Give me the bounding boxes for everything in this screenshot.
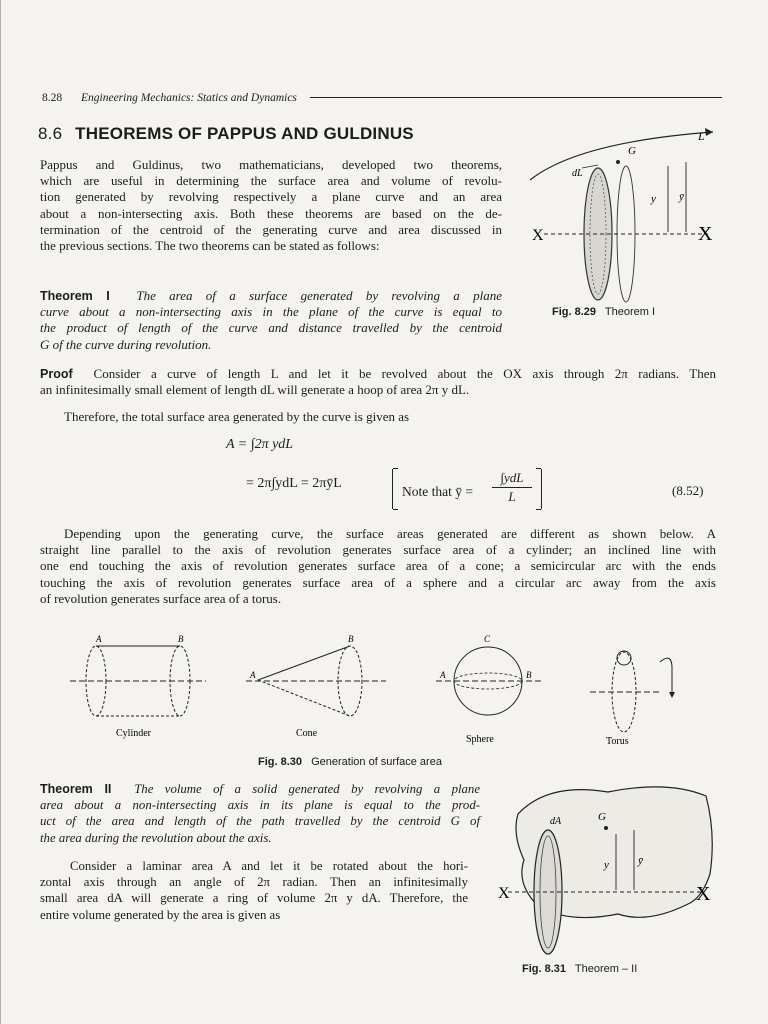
depending-paragraph — [40, 526, 716, 607]
cylinder-figure — [70, 634, 206, 716]
label-da: dA — [550, 816, 562, 827]
torus-arrowhead — [669, 692, 675, 698]
sphere-label-c: C — [484, 634, 491, 644]
proof-line: an infinitesimally small element of length dL will generate a hoop of area 2π y dL. — [40, 382, 470, 398]
revolved-curve-ring — [617, 166, 635, 302]
fraction-bar — [492, 487, 532, 488]
torus-generating-circle — [617, 651, 631, 665]
fig-8-29-caption — [552, 306, 655, 318]
label-g: G — [628, 145, 636, 157]
theorem-2-line: the area during the revolution about the axis. — [40, 830, 272, 845]
fraction-numerator: ∫ydL — [500, 470, 524, 485]
depending-line: of revolution generates surface area of a torus. — [40, 590, 282, 606]
equation-number: (8.52) — [672, 483, 704, 498]
depending-line: touching the axis of revolution generates surface area of a sphere and a circular arc away from the axis — [40, 574, 716, 590]
dl-arrow — [582, 165, 598, 168]
depending-line: one end touching the axis of revolution generates surface area of a cone; a semicircular arc with the ends — [40, 558, 716, 574]
theorem-1 — [40, 288, 502, 353]
note-label: Note that ȳ = — [402, 484, 473, 499]
page-number: 8.28 — [42, 92, 63, 104]
intro-line: which are useful in determining the surface area and volume of revolu- — [40, 173, 502, 189]
sphere-label-b: B — [526, 670, 532, 680]
proof-line: Consider a curve of length L and let it be revolved about the OX axis through 2π radians. Then — [93, 366, 716, 381]
running-header — [42, 92, 722, 104]
fig-8-29-number: Fig. 8.29 — [552, 306, 597, 318]
label-ybar: ȳ — [679, 191, 684, 203]
running-title: Engineering Mechanics: Statics and Dynamics — [81, 92, 297, 104]
section-title — [38, 124, 414, 144]
fig-8-29-text: Theorem I — [604, 306, 656, 318]
torus-figure — [590, 651, 675, 732]
fig-8-31-caption — [522, 963, 637, 975]
note-fraction — [492, 470, 532, 505]
page-fold-shadow — [0, 0, 1, 1024]
centroid-g-dot — [604, 826, 608, 830]
intro-line: termination of the centroid of the generating curve and area discussed in — [40, 221, 502, 237]
figure-8-30 — [60, 632, 700, 752]
torus-rotation-arrow — [660, 658, 672, 692]
therefore-line: Therefore, the total surface area generated by the curve is given as — [64, 409, 410, 424]
theorem-1-line: The area of a surface generated by revolving a plane — [136, 288, 502, 303]
label-dl: dL — [572, 168, 583, 179]
theorem-2-line: area about a non-intersecting axis in its plane is equal to the prod- — [40, 798, 480, 813]
cone-figure — [246, 634, 386, 716]
label-y: y — [604, 859, 609, 871]
depending-line: straight line parallel to the axis of revolution generates surface area of a cylinder; an inclined line with — [40, 542, 716, 558]
fig-8-30-text: Generation of surface area — [311, 756, 442, 768]
label-y: y — [651, 193, 656, 205]
proof-paragraph — [40, 366, 716, 398]
cone-top-line — [258, 646, 350, 680]
label-x-right: X — [696, 883, 711, 905]
label-l: L — [698, 129, 705, 143]
torus-ring — [612, 652, 636, 732]
fraction-denominator: L — [508, 489, 516, 504]
theorem-2-line: uct of the area and length of the path travelled by the centroid G of — [40, 814, 480, 829]
intro-paragraph — [40, 157, 502, 254]
sphere-figure — [436, 634, 542, 715]
curve-arrowhead — [705, 128, 713, 136]
intro-line: tion generated by revolving respectively a plane curve and an area — [40, 189, 502, 205]
header-rule — [310, 97, 722, 98]
consider-line: entire volume generated by the area is given as — [40, 907, 281, 922]
shape-label-torus: Torus — [606, 736, 629, 747]
figure-8-29 — [508, 124, 723, 304]
fig-8-31-text: Theorem – II — [574, 963, 638, 975]
intro-line: Pappus and Guldinus, two mathematicians, developed two theorems, — [40, 157, 502, 172]
cylinder-label-a: A — [96, 634, 102, 644]
label-x-left: X — [498, 885, 510, 902]
shape-label-cylinder: Cylinder — [116, 728, 151, 739]
shape-label-cone: Cone — [296, 728, 318, 739]
cone-label-a: A — [250, 670, 256, 680]
sphere-label-a: A — [440, 670, 446, 680]
theorem-2-label: Theorem II — [40, 782, 112, 796]
consider-line: Consider a laminar area A and let it be rotated about the hori- — [70, 859, 468, 873]
theorem-1-line: G of the curve during revolution. — [40, 336, 212, 352]
cone-bottom-line — [258, 680, 350, 716]
fig-8-30-number: Fig. 8.30 — [258, 756, 303, 768]
cylinder-label-b: B — [178, 634, 184, 644]
consider-line: small area dA will generate a ring of volume 2π y dA. Therefore, the — [40, 891, 468, 906]
curve-l — [530, 132, 713, 180]
fig-8-30-caption — [258, 756, 442, 768]
intro-line: the previous sections. The two theorems can be stated as follows: — [40, 238, 380, 254]
shape-label-sphere: Sphere — [466, 734, 494, 745]
consider-paragraph — [40, 858, 468, 923]
centroid-g-dot — [616, 160, 620, 164]
equation-1: A = ∫2π ydL — [226, 437, 294, 452]
figure-8-31 — [498, 774, 720, 960]
label-g: G — [598, 811, 606, 823]
equation-2-lhs: = 2π∫ydL = 2πȳL — [246, 476, 342, 491]
consider-line: zontal axis through an angle of 2π radian. Then an infinitesimally — [40, 875, 468, 890]
label-ybar: ȳ — [638, 855, 643, 867]
cone-label-b: B — [348, 634, 354, 644]
theorem-1-line: curve about a non-intersecting axis in the plane of the curve is equal to — [40, 304, 502, 320]
theorem-2 — [40, 781, 480, 846]
label-x-right: X — [698, 223, 713, 245]
theorem-1-line: the product of length of the curve and distance travelled by the centroid — [40, 320, 502, 336]
proof-label: Proof — [40, 367, 73, 381]
theorem-1-label: Theorem I — [40, 289, 110, 303]
fig-8-31-number: Fig. 8.31 — [522, 963, 567, 975]
section-number: 8.6 — [38, 124, 63, 143]
theorem-2-line: The volume of a solid generated by revolving a plane — [134, 782, 480, 796]
label-x-left: X — [532, 227, 544, 244]
depending-line: Depending upon the generating curve, the surface areas generated are different as shown below. A — [64, 526, 716, 541]
intro-line: about a non-intersecting axis. Both these theorems are based on the de- — [40, 205, 502, 221]
section-title-text: THEOREMS OF PAPPUS AND GULDINUS — [75, 124, 414, 143]
